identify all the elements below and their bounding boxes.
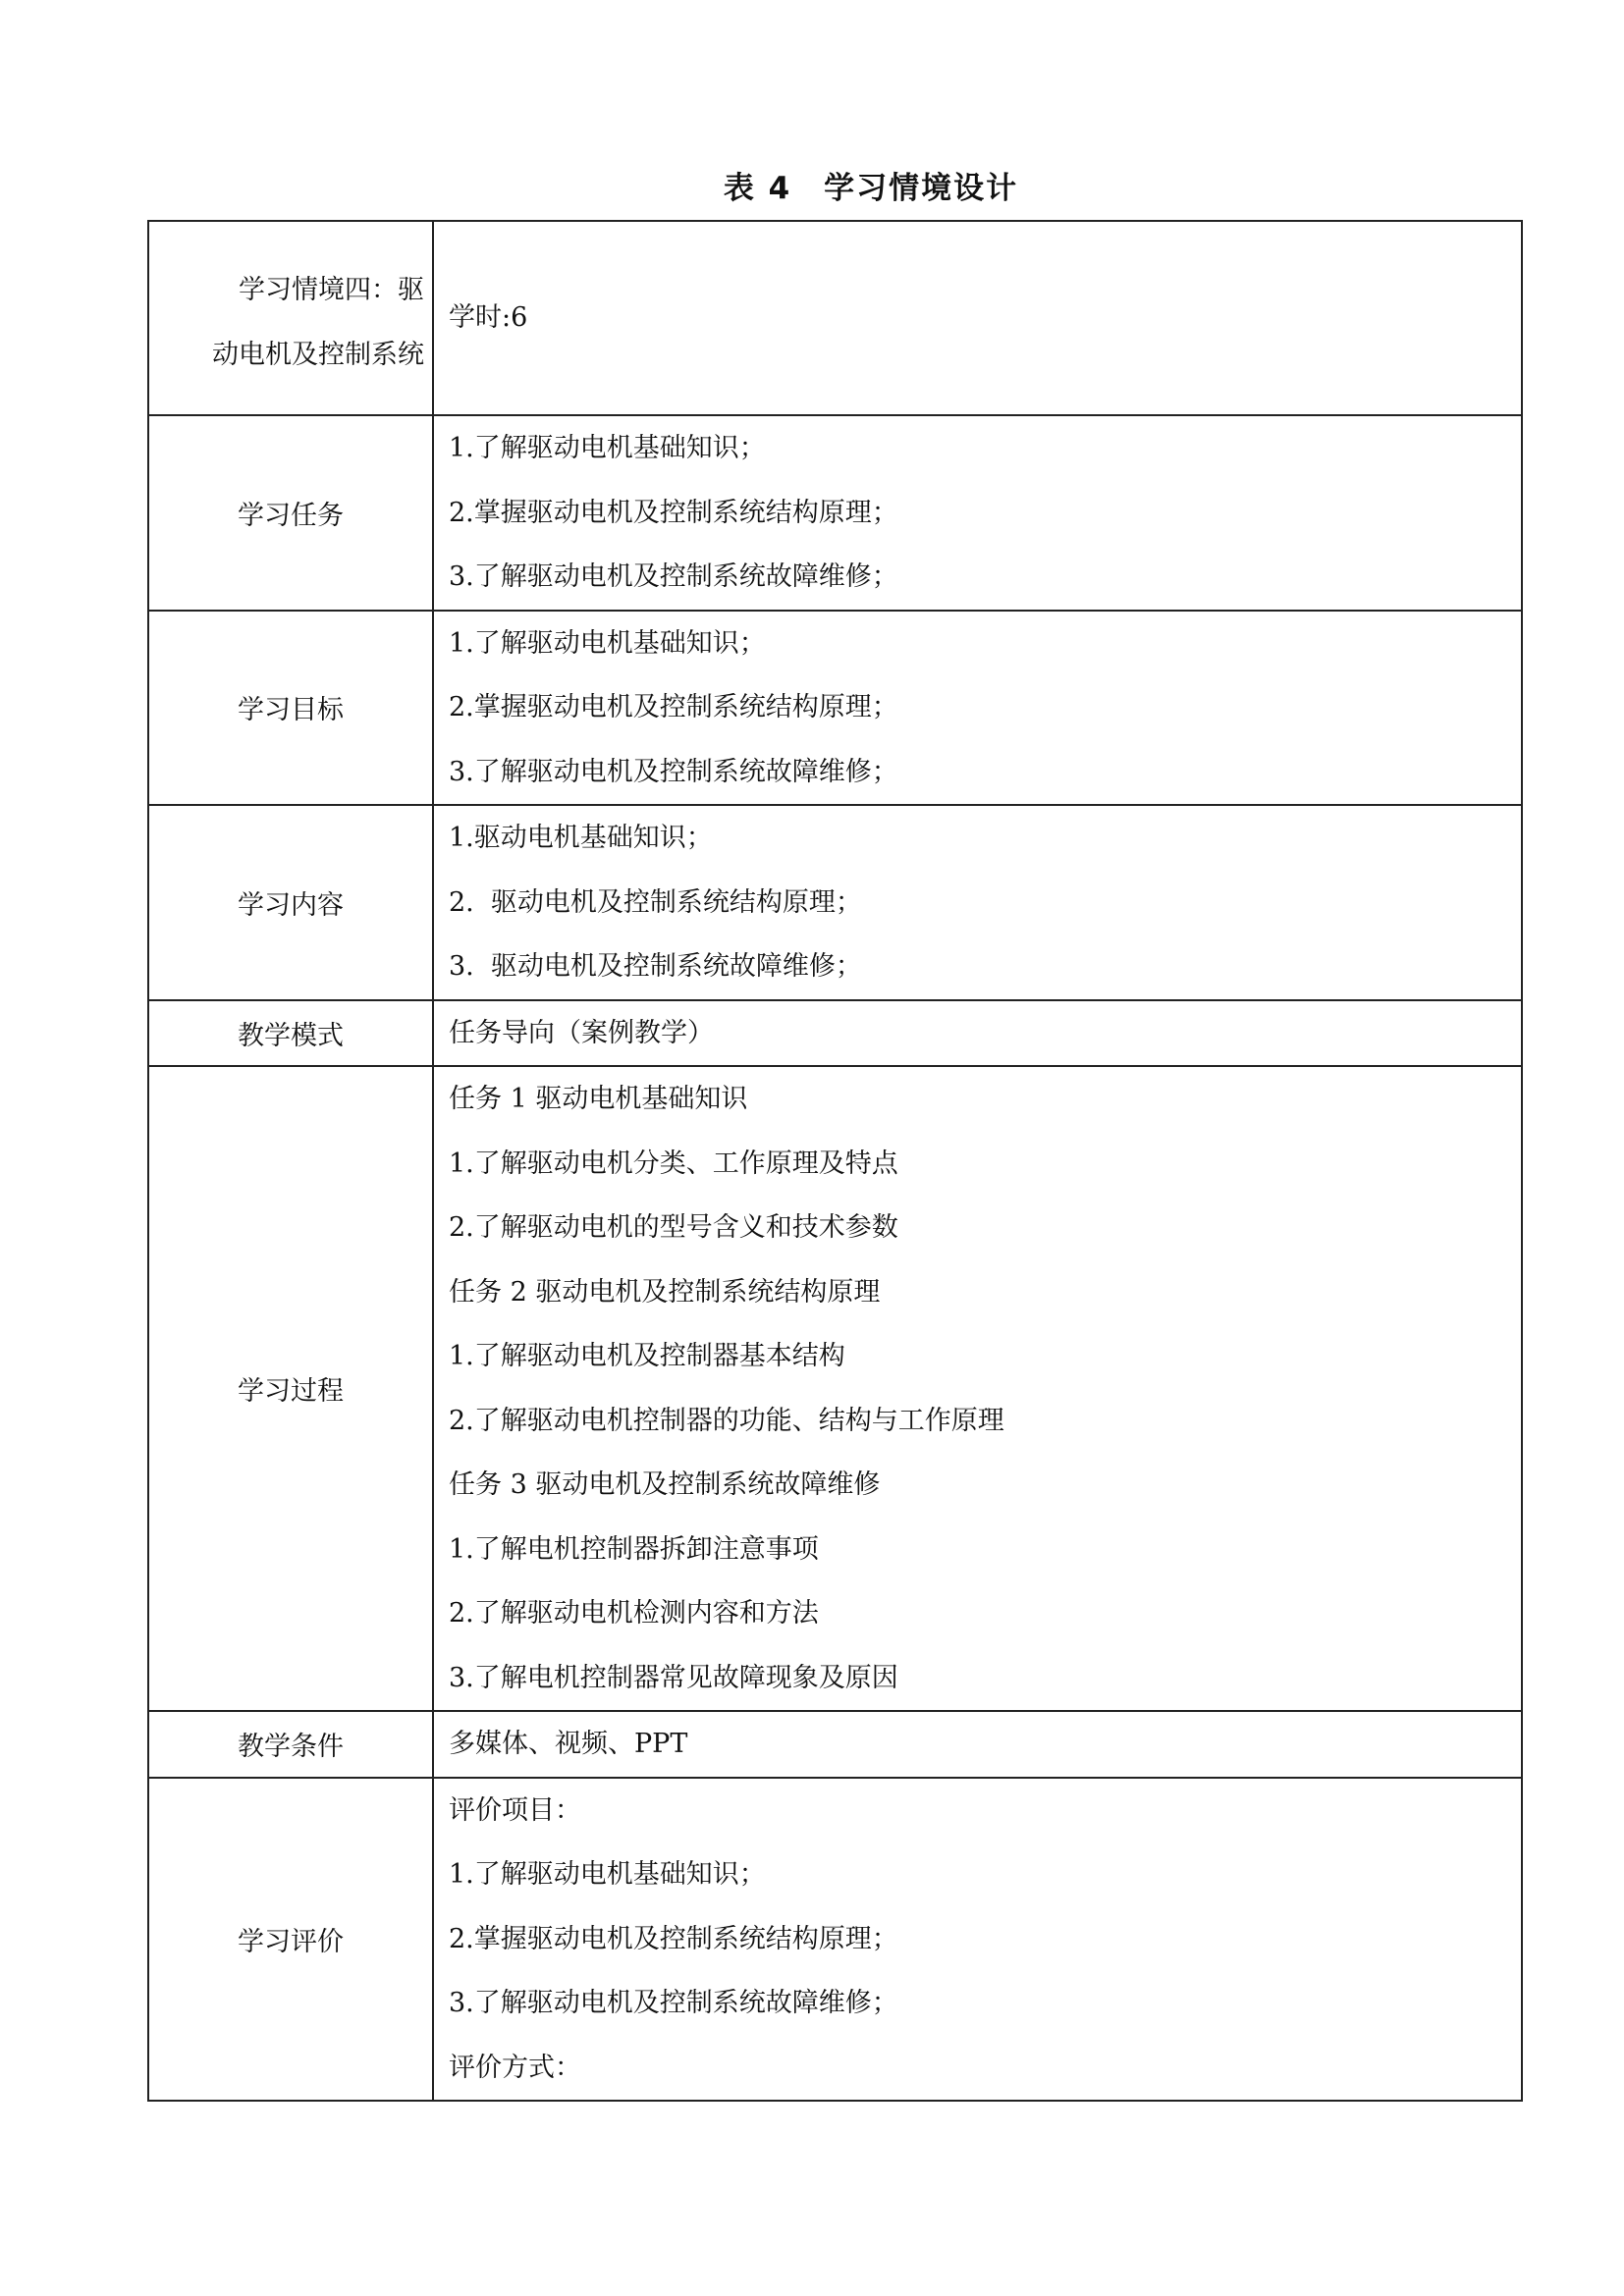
situation-content-cell <box>433 221 1522 415</box>
table-row-tasks <box>148 415 1522 611</box>
situation-label-cell <box>148 221 433 415</box>
row-label: 教学条件 <box>148 1711 433 1778</box>
content-line: 评价方式： <box>449 2052 581 2083</box>
content-line: 3.了解驱动电机及控制系统故障维修； <box>449 756 898 787</box>
content-line: 2.了解驱动电机控制器的功能、结构与工作原理 <box>449 1405 1004 1436</box>
content-line: 1.了解驱动电机及控制器基本结构 <box>449 1341 845 1371</box>
content-line: 2. 驱动电机及控制系统结构原理； <box>449 886 862 918</box>
row-content <box>433 611 1522 806</box>
table-row-process <box>148 1066 1522 1711</box>
content-line: 1.了解驱动电机基础知识； <box>449 1859 766 1890</box>
content-line: 3.了解驱动电机及控制系统故障维修； <box>449 561 898 592</box>
content-line: 2.掌握驱动电机及控制系统结构原理； <box>449 497 898 528</box>
content-line: 2.掌握驱动电机及控制系统结构原理； <box>449 1923 898 1954</box>
content-line: 2.了解驱动电机的型号含义和技术参数 <box>449 1212 898 1243</box>
content-line: 3.了解电机控制器常见故障现象及原因 <box>449 1662 898 1693</box>
content-line: 2.掌握驱动电机及控制系统结构原理； <box>449 692 898 722</box>
situation-label-line2: 动电机及控制系统 <box>212 340 424 370</box>
row-label: 学习目标 <box>148 611 433 806</box>
table-row-evaluation <box>148 1778 1522 2102</box>
situation-label-line1: 学习情境四：驱 <box>239 275 424 305</box>
row-label: 学习内容 <box>148 805 433 1000</box>
row-content <box>433 1711 1522 1778</box>
row-content <box>433 415 1522 611</box>
row-label: 教学模式 <box>148 1000 433 1067</box>
row-content <box>433 805 1522 1000</box>
content-line: 1.了解驱动电机基础知识； <box>449 433 766 463</box>
content-line: 多媒体、视频、PPT <box>449 1729 688 1759</box>
content-line: 3.了解驱动电机及控制系统故障维修； <box>449 1988 898 2018</box>
row-label: 学习过程 <box>148 1066 433 1711</box>
content-line: 3. 驱动电机及控制系统故障维修； <box>449 951 862 982</box>
content-line: 评价项目： <box>449 1794 581 1826</box>
row-label: 学习任务 <box>148 415 433 611</box>
table-row-content <box>148 805 1522 1000</box>
content-line: 1.驱动电机基础知识； <box>449 823 713 853</box>
content-line: 1.了解电机控制器拆卸注意事项 <box>449 1533 819 1565</box>
row-content <box>433 1066 1522 1711</box>
table-row-teaching-mode <box>148 1000 1522 1067</box>
row-content <box>433 1778 1522 2102</box>
table-row-situation <box>148 221 1522 415</box>
table-title: 表 4 学习情境设计 <box>723 171 1019 206</box>
row-label: 学习评价 <box>148 1778 433 2102</box>
content-line: 1.了解驱动电机分类、工作原理及特点 <box>449 1148 898 1179</box>
content-line: 任务 1 驱动电机基础知识 <box>449 1084 748 1114</box>
content-line: 2.了解驱动电机检测内容和方法 <box>449 1598 819 1629</box>
hours-text: 学时:6 <box>449 302 528 333</box>
content-line: 任务 2 驱动电机及控制系统结构原理 <box>449 1276 881 1308</box>
row-content <box>433 1000 1522 1067</box>
learning-situation-table <box>147 220 1523 2102</box>
content-line: 任务导向（案例教学） <box>449 1017 714 1048</box>
table-row-conditions <box>148 1711 1522 1778</box>
table-row-goals <box>148 611 1522 806</box>
content-line: 1.了解驱动电机基础知识； <box>449 627 766 659</box>
content-line: 任务 3 驱动电机及控制系统故障维修 <box>449 1469 881 1500</box>
